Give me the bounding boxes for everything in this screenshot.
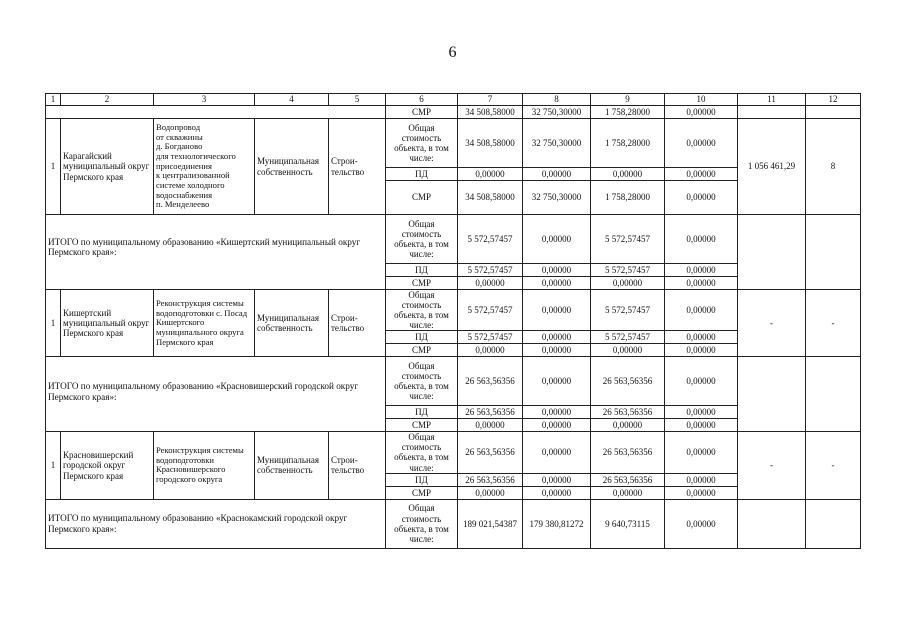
value-cell: 0,00000 xyxy=(523,277,591,290)
value-cell: - xyxy=(806,432,861,499)
value-cell: 0,00000 xyxy=(523,215,591,264)
header-cell: 5 xyxy=(329,94,386,106)
row-label: ПД xyxy=(386,168,458,181)
table-row xyxy=(46,357,861,406)
header-cell: 1 xyxy=(46,94,61,106)
value-cell: 0,00000 xyxy=(665,419,738,432)
value-cell: 0,00000 xyxy=(665,344,738,357)
work-type-cell: Строи- тельство xyxy=(329,432,386,499)
value-cell: 0,00000 xyxy=(665,473,738,486)
row-label: ПД xyxy=(386,331,458,344)
ownership-cell: Муниципальная собственность xyxy=(255,119,329,215)
value-cell: 0,00000 xyxy=(665,215,738,264)
funding-table xyxy=(45,93,861,549)
row-label: Общая стоимость объекта, в том числе: xyxy=(386,119,458,168)
value-cell: 26 563,56356 xyxy=(591,473,665,486)
page-number: 6 xyxy=(448,44,457,61)
value-cell: 0,00000 xyxy=(523,473,591,486)
value-cell: 0,00000 xyxy=(665,357,738,406)
value-cell: 0,00000 xyxy=(665,181,738,215)
value-cell: 0,00000 xyxy=(665,106,738,119)
header-cell: 7 xyxy=(458,94,523,106)
object-cell: Водопровод от скважины д. Богданово для технологического присоединения к централизованной системе холодного водоснабжения п. Менделеево xyxy=(154,119,255,215)
value-cell: 5 572,57457 xyxy=(458,331,523,344)
work-type-cell: Строи- тельство xyxy=(329,119,386,215)
row-label: Общая стоимость объекта, в том числе: xyxy=(386,215,458,264)
value-cell: 34 508,58000 xyxy=(458,119,523,168)
value-cell: 5 572,57457 xyxy=(458,264,523,277)
header-cell: 12 xyxy=(806,94,861,106)
value-cell: 0,00000 xyxy=(523,432,591,473)
header-cell: 10 xyxy=(665,94,738,106)
row-label: Общая стоимость объекта, в том числе: xyxy=(386,290,458,331)
value-cell: 0,00000 xyxy=(523,264,591,277)
header-cell: 2 xyxy=(61,94,154,106)
value-cell: 0,00000 xyxy=(665,432,738,473)
table-row xyxy=(46,432,861,473)
work-type-cell: Строи- тельство xyxy=(329,290,386,357)
row-number: 1 xyxy=(46,119,61,215)
value-cell: 0,00000 xyxy=(523,331,591,344)
value-cell: 0,00000 xyxy=(458,168,523,181)
value-cell: 26 563,56356 xyxy=(591,432,665,473)
value-cell: 0,00000 xyxy=(523,406,591,419)
value-cell: 26 563,56356 xyxy=(458,406,523,419)
value-cell: 0,00000 xyxy=(665,277,738,290)
value-cell: 0,00000 xyxy=(591,419,665,432)
object-cell: Реконструкция системы водоподготовки Красновишерского городского округа xyxy=(154,432,255,499)
value-cell: 0,00000 xyxy=(665,499,738,548)
value-cell: 0,00000 xyxy=(458,486,523,499)
value-cell: 0,00000 xyxy=(523,357,591,406)
value-cell: 0,00000 xyxy=(458,419,523,432)
table-row xyxy=(46,119,861,168)
total-label: ИТОГО по муниципальному образованию «Краснокамский городской округ Пермского края»: xyxy=(46,499,386,548)
value-cell: 0,00000 xyxy=(591,486,665,499)
value-cell: 1 758,28000 xyxy=(591,181,665,215)
value-cell: 1 758,28000 xyxy=(591,119,665,168)
value-cell: - xyxy=(738,290,806,357)
header-cell: 8 xyxy=(523,94,591,106)
row-label: Общая стоимость объекта, в том числе: xyxy=(386,499,458,548)
row-label: Общая стоимость объекта, в том числе: xyxy=(386,357,458,406)
row-number: 1 xyxy=(46,432,61,499)
value-cell: 189 021,54387 xyxy=(458,499,523,548)
value-cell: 0,00000 xyxy=(591,168,665,181)
value-cell: 1 758,28000 xyxy=(591,106,665,119)
value-cell: 0,00000 xyxy=(523,168,591,181)
header-cell: 4 xyxy=(255,94,329,106)
municipality-cell: Красновишерский городской округ Пермского края xyxy=(61,432,154,499)
value-cell: 0,00000 xyxy=(665,486,738,499)
header-cell: 3 xyxy=(154,94,255,106)
value-cell: 0,00000 xyxy=(665,406,738,419)
header-cell: 11 xyxy=(738,94,806,106)
value-cell: 0,00000 xyxy=(523,419,591,432)
header-row xyxy=(46,94,861,106)
value-cell: 32 750,30000 xyxy=(523,181,591,215)
value-cell: 0,00000 xyxy=(458,344,523,357)
value-cell: - xyxy=(806,290,861,357)
value-cell: 179 380,81272 xyxy=(523,499,591,548)
total-label: ИТОГО по муниципальному образованию «Кишертский муниципальный округ Пермского края»: xyxy=(46,215,386,290)
value-cell: 0,00000 xyxy=(523,344,591,357)
value-cell: 5 572,57457 xyxy=(458,290,523,331)
value-cell: 0,00000 xyxy=(665,119,738,168)
value-cell: 0,00000 xyxy=(591,344,665,357)
value-cell: 32 750,30000 xyxy=(523,106,591,119)
table-row xyxy=(46,215,861,264)
ownership-cell: Муниципальная собственность xyxy=(255,432,329,499)
value-cell: 5 572,57457 xyxy=(591,290,665,331)
value-cell: 26 563,56356 xyxy=(458,357,523,406)
header-cell: 9 xyxy=(591,94,665,106)
row-label: ПД xyxy=(386,264,458,277)
value-cell: 0,00000 xyxy=(665,264,738,277)
value-cell: 5 572,57457 xyxy=(458,215,523,264)
row-label: СМР xyxy=(386,419,458,432)
value-cell: 26 563,56356 xyxy=(591,406,665,419)
row-label: Общая стоимость объекта, в том числе: xyxy=(386,432,458,473)
value-cell: 0,00000 xyxy=(523,290,591,331)
table-row xyxy=(46,290,861,331)
value-cell: 32 750,30000 xyxy=(523,119,591,168)
value-cell: 0,00000 xyxy=(665,290,738,331)
table-row xyxy=(46,106,861,119)
municipality-cell: Кишертский муниципальный округ Пермского края xyxy=(61,290,154,357)
object-cell: Реконструкция системы водоподготовки с. Посад Кишертского муниципального округа Пермского края xyxy=(154,290,255,357)
value-cell: 0,00000 xyxy=(523,486,591,499)
row-label: СМР xyxy=(386,106,458,119)
row-label: ПД xyxy=(386,473,458,486)
value-cell: 5 572,57457 xyxy=(591,331,665,344)
value-cell: 5 572,57457 xyxy=(591,264,665,277)
row-number: 1 xyxy=(46,290,61,357)
row-label: СМР xyxy=(386,486,458,499)
ownership-cell: Муниципальная собственность xyxy=(255,290,329,357)
row-label: СМР xyxy=(386,277,458,290)
table-row xyxy=(46,499,861,548)
value-cell: 0,00000 xyxy=(665,331,738,344)
value-cell: 0,00000 xyxy=(591,277,665,290)
value-cell: - xyxy=(738,432,806,499)
value-cell: 34 508,58000 xyxy=(458,106,523,119)
header-cell: 6 xyxy=(386,94,458,106)
row-label: СМР xyxy=(386,344,458,357)
value-cell: 1 056 461,29 xyxy=(738,119,806,215)
total-label: ИТОГО по муниципальному образованию «Красновишерский городской округ Пермского края»: xyxy=(46,357,386,432)
value-cell: 9 640,73115 xyxy=(591,499,665,548)
row-label: СМР xyxy=(386,181,458,215)
value-cell: 34 508,58000 xyxy=(458,181,523,215)
value-cell: 0,00000 xyxy=(665,168,738,181)
row-label: ПД xyxy=(386,406,458,419)
value-cell: 26 563,56356 xyxy=(458,432,523,473)
municipality-cell: Карагайский муниципальный округ Пермского края xyxy=(61,119,154,215)
value-cell: 8 xyxy=(806,119,861,215)
value-cell: 26 563,56356 xyxy=(458,473,523,486)
value-cell: 0,00000 xyxy=(458,277,523,290)
value-cell: 26 563,56356 xyxy=(591,357,665,406)
value-cell: 5 572,57457 xyxy=(591,215,665,264)
